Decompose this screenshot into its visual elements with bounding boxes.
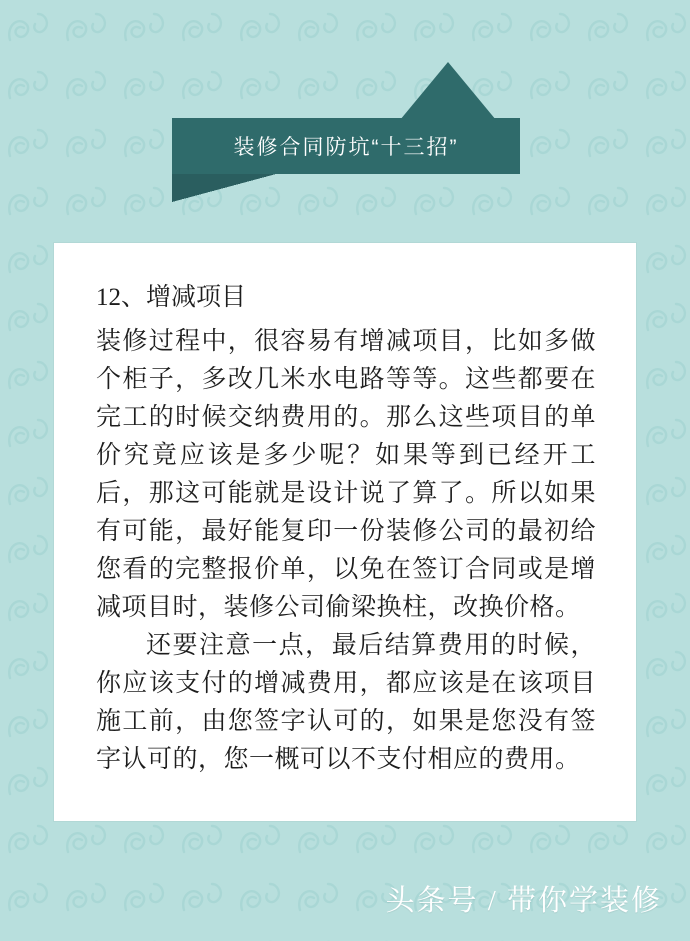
arrow-up-icon xyxy=(400,62,496,120)
footer xyxy=(385,878,662,919)
banner xyxy=(172,118,520,174)
ribbon-tail-left xyxy=(172,174,276,202)
footer-attribution: 头条号 / 带你学装修 xyxy=(385,885,662,917)
body-paragraph-2: 还要注意一点，最后结算费用的时候，你应该支付的增减费用，都应该是在该项目施工前，由您签字认可的，如果是您没有签字认可的，您一概可以不支付相应的费用。 xyxy=(96,631,596,773)
content-card xyxy=(54,243,636,821)
content-card-inner xyxy=(54,243,636,803)
banner-title: 装修合同防坑“十三招” xyxy=(233,136,459,159)
section-heading: 12、增减项目 xyxy=(96,284,247,311)
body-paragraph-1: 装修过程中，很容易有增减项目，比如多做个柜子，多改几米水电路等等。这些都要在完工的时候交纳费用的。那么这些项目的单价究竟应该是多少呢？如果等到已经开工后，那这可能就是设计说了算了。所以如果有可能，最好能复印一份装修公司的最初给您看的完整报价单，以免在签订合同或是增减项目时，装修公司偷梁换柱，改换价格。 xyxy=(96,327,596,621)
banner-body xyxy=(172,118,520,174)
